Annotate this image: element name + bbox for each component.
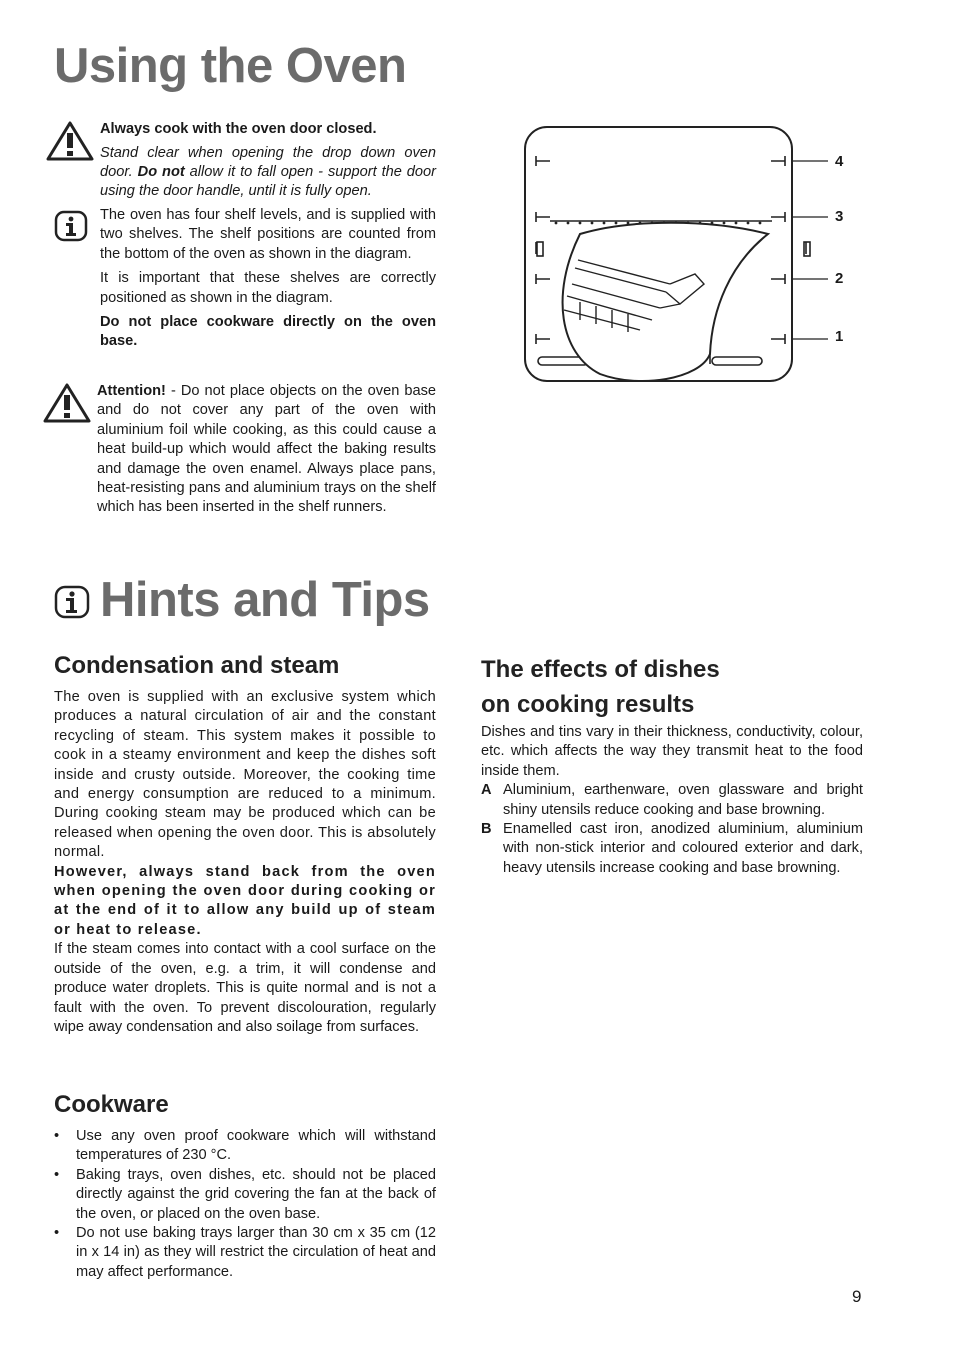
shelf-label-4: 4	[835, 153, 844, 170]
shelf-label-3: 3	[835, 208, 844, 225]
warning-door-block	[100, 120, 436, 206]
cookware-heading: Cookware	[54, 1091, 169, 1118]
warning-heading: Always cook with the oven door closed.	[100, 121, 377, 137]
condensation-body	[54, 688, 436, 1037]
info-paragraph-3: Do not place cookware directly on the oven base.	[100, 314, 436, 350]
condensation-paragraph-2: However, always stand back from the oven when opening the oven door during cooking or at the end of it to allow any build up of steam or heat to release.	[54, 863, 436, 938]
effects-intro: Dishes and tins vary in their thickness, conductivity, colour, etc. which affects the way they transmit heat to the food inside them.	[481, 724, 863, 779]
condensation-paragraph-3: If the steam comes into contact with a cool surface on the outside of the oven, e.g. a trim, it will condense and produce water droplets. This is quite normal and is not a fault with the oven. To prevent discolouration, regularly wipe away condensation and also soilage from surfaces.	[54, 941, 436, 1035]
attention-triangle-icon	[42, 382, 92, 424]
bullet-icon: •	[54, 1166, 60, 1183]
warning-italic-lead: Stand clear when opening the drop down oven door.	[100, 145, 436, 181]
condensation-paragraph-1: The oven is supplied with an exclusive system which produces a natural circulation of air and the constant recycling of steam. This system makes it possible to cook in a steamy environment and keep the dishes soft inside and crusty outside. Moreover, the cooking time and energy consumption are reduced to a minimum. During cooking steam may be produced which can be released when opening the oven door. This is absolutely normal.	[54, 689, 436, 861]
bullet-icon: •	[54, 1225, 60, 1242]
shelf-label-2: 2	[835, 270, 844, 287]
cookware-list	[54, 1127, 436, 1282]
info-paragraph-1: The oven has four shelf levels, and is supplied with two shelves. The shelf positions are counted from the bottom of the oven as shown in the diagram.	[100, 207, 436, 262]
page-title: Using the Oven	[54, 39, 407, 93]
warning-do-not: Do not	[137, 164, 185, 181]
cookware-item: • Use any oven proof cookware which will withstand temperatures of 230 °C.	[54, 1128, 436, 1164]
hints-info-icon	[54, 585, 90, 619]
info-paragraph-2: It is important that these shelves are correctly positioned as shown in the diagram.	[100, 270, 436, 306]
shelf-label-1: 1	[835, 328, 844, 345]
cookware-item: • Do not use baking trays larger than 30 cm x 35 cm (12 in x 14 in) as they will restrict the circulation of heat and may affect performance.	[54, 1225, 436, 1280]
oven-shelf-diagram	[520, 124, 850, 389]
warning-triangle-icon	[45, 120, 95, 162]
info-icon	[54, 210, 88, 242]
page-number: 9	[852, 1287, 862, 1306]
attention-label: Attention!	[97, 383, 166, 399]
effects-item-a: A Aluminium, earthenware, oven glassware and bright shiny utensils reduce cooking and base browning.	[481, 782, 863, 818]
warning-italic-rest: allow it to fall open - support the door using the door handle, until it is fully open.	[100, 164, 436, 200]
bullet-icon: •	[54, 1128, 60, 1144]
condensation-heading: Condensation and steam	[54, 652, 340, 679]
effects-item-b: B Enamelled cast iron, anodized aluminium, aluminium with non-stick interior and coloured exterior and dark, heavy utensils increase cooking and base browning.	[481, 821, 863, 876]
effects-body	[481, 723, 863, 878]
effects-heading: The effects of dishes on cooking results	[481, 656, 720, 718]
hints-title: Hints and Tips	[100, 573, 430, 627]
attention-text: - Do not place objects on the oven base and do not cover any part of the oven with aluminium foil while cooking, as this could cause a heat build-up which would affect the baking results and damage the oven enamel. Always place pans, heat-resisting pans and aluminium trays on the shelf which has been inserted in the shelf runners.	[97, 383, 436, 516]
cookware-item: • Baking trays, oven dishes, etc. should not be placed directly against the grid covering the fan at the back of the oven, or placed on the oven base.	[54, 1166, 436, 1222]
attention-block	[97, 382, 436, 523]
info-shelves-block	[100, 206, 436, 357]
